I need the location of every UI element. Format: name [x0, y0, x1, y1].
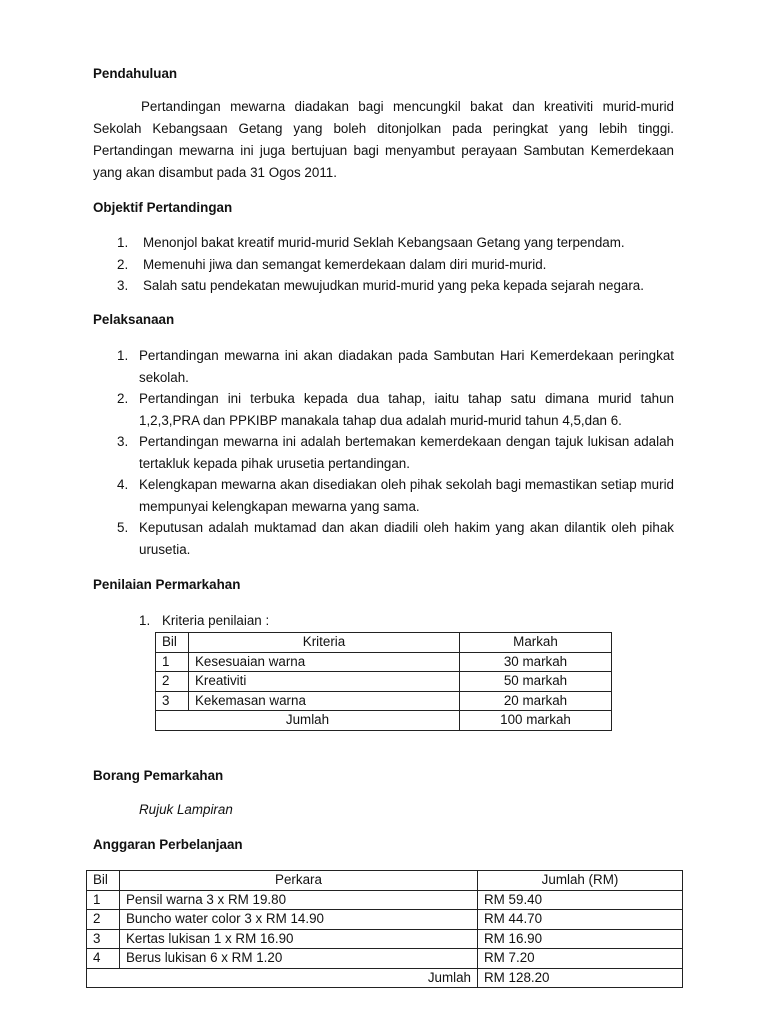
table-row: 1 Kesesuaian warna 30 markah	[156, 652, 612, 672]
list-item: 2. Memenuhi jiwa dan semangat kemerdekaan dalam diri murid-murid.	[117, 256, 547, 272]
objektif-list	[93, 232, 674, 297]
list-item: 5. Keputusan adalah muktamad dan akan diadili oleh hakim yang akan dilantik oleh pihak urusetia.	[117, 520, 674, 557]
pendahuluan-text: Pertandingan mewarna diadakan bagi mencungkil bakat dan kreativiti murid-murid Sekolah Kebangsaan Getang yang boleh ditonjolkan pada peringkat yang lebih tinggi. Pertandingan mewarna ini juga bertujuan bagi menyambut perayaan Sambutan Kemerdekaan yang akan disambut pada 31 Ogos 2011.	[93, 99, 674, 180]
list-item: 3. Pertandingan mewarna ini adalah bertemakan kemerdekaan dengan tajuk lukisan adalah tertakluk kepada pihak urusetia pertandingan.	[117, 434, 674, 471]
anggaran-table	[86, 870, 683, 988]
kriteria-table	[155, 632, 612, 731]
borang-text: Rujuk Lampiran	[139, 802, 233, 817]
table-total-row: Jumlah RM 128.20	[87, 968, 683, 988]
table-header: Perkara	[120, 871, 478, 891]
list-item: 3. Salah satu pendekatan mewujudkan murid-murid yang peka kepada sejarah negara.	[117, 278, 644, 293]
table-row: 4 Berus lukisan 6 x RM 1.20 RM 7.20	[87, 949, 683, 969]
list-item: 1. Pertandingan mewarna ini akan diadakan pada Sambutan Hari Kemerdekaan peringkat sekolah.	[117, 348, 674, 385]
table-row: 3 Kekemasan warna 20 markah	[156, 691, 612, 711]
heading-borang: Borang Pemarkahan	[93, 768, 224, 783]
heading-penilaian: Penilaian Permarkahan	[93, 577, 241, 592]
pelaksanaan-list	[93, 345, 674, 560]
table-header: Kriteria	[189, 633, 460, 653]
table-row: 3 Kertas lukisan 1 x RM 16.90 RM 16.90	[87, 929, 683, 949]
heading-anggaran: Anggaran Perbelanjaan	[93, 837, 243, 852]
list-item: 4. Kelengkapan mewarna akan disediakan oleh pihak sekolah bagi memastikan setiap murid mempunyai kelengkapan mewarna yang sama.	[117, 477, 674, 514]
heading-pendahuluan: Pendahuluan	[93, 66, 178, 81]
table-header: Markah	[460, 633, 612, 653]
table-header-row	[156, 633, 612, 653]
heading-objektif: Objektif Pertandingan	[93, 200, 233, 215]
table-header: Bil	[87, 871, 120, 891]
list-item: 1. Kriteria penilaian :	[139, 613, 270, 628]
heading-pelaksanaan: Pelaksanaan	[93, 312, 175, 327]
table-row: 2 Buncho water color 3 x RM 14.90 RM 44.70	[87, 910, 683, 930]
table-header: Bil	[156, 633, 189, 653]
table-header-row	[87, 871, 683, 891]
list-item: 1. Menonjol bakat kreatif murid-murid Seklah Kebangsaan Getang yang terpendam.	[117, 235, 625, 250]
list-item: 2. Pertandingan ini terbuka kepada dua tahap, iaitu tahap satu dimana murid tahun 1,2,3,PRA dan PPKIBP manakala tahap dua adalah murid-murid tahun 4,5,dan 6.	[117, 391, 674, 428]
table-header: Jumlah (RM)	[478, 871, 683, 891]
kriteria-list	[93, 610, 674, 632]
table-row: 2 Kreativiti 50 markah	[156, 672, 612, 692]
table-total-row: Jumlah 100 markah	[156, 711, 612, 731]
table-row: 1 Pensil warna 3 x RM 19.80 RM 59.40	[87, 890, 683, 910]
